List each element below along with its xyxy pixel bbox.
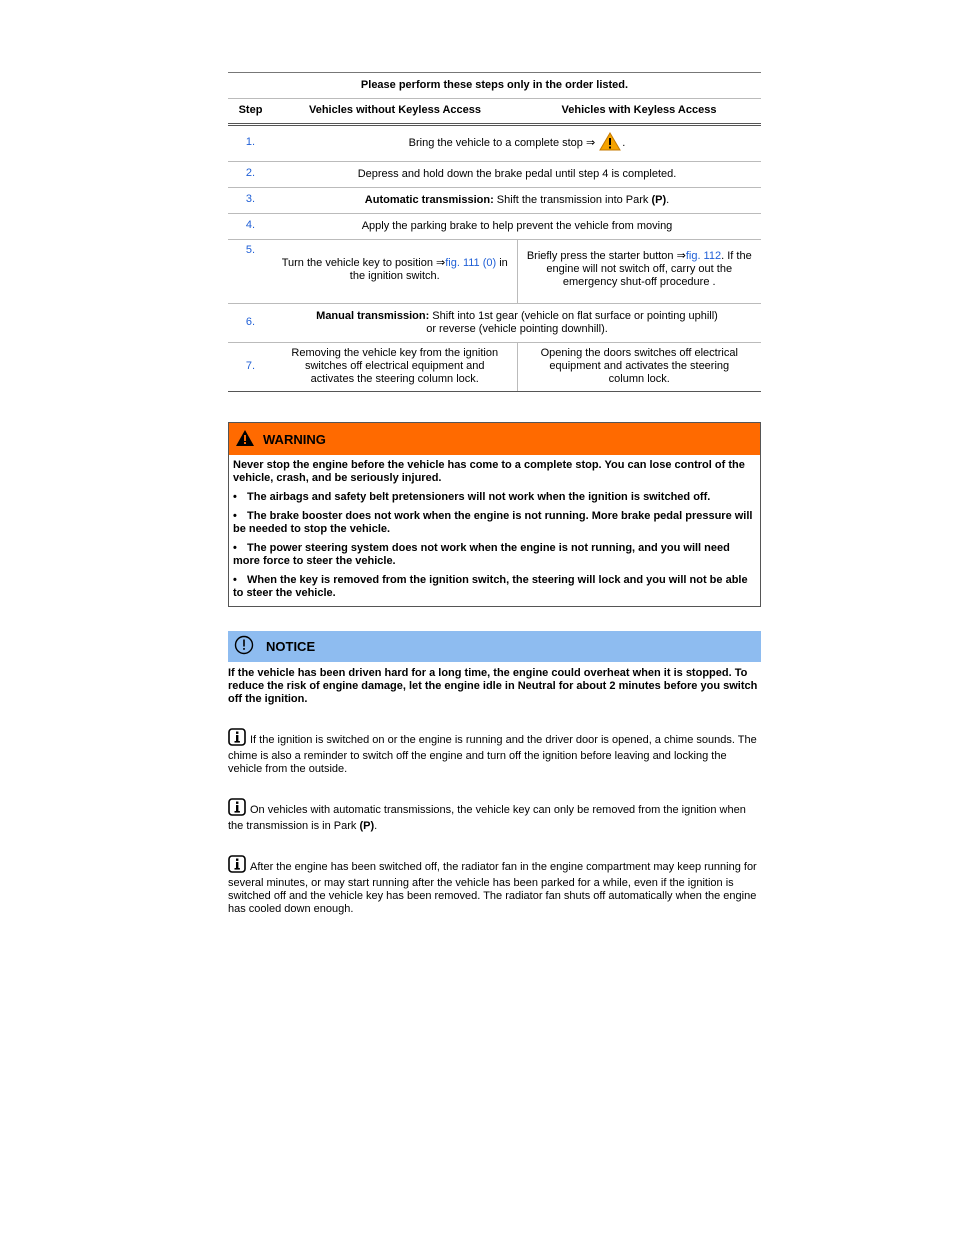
table-row (228, 343, 761, 392)
step-text-part: . (622, 137, 626, 149)
warning-bullet-text: When the key is removed from the ignition switch, the steering will lock and you will not be able to steer the vehicle. (233, 574, 748, 599)
header-with-keyless: Vehicles with Keyless Access (517, 99, 761, 125)
notice-text: If the vehicle has been driven hard for a long time, the engine could overheat when it is stopped. To reduce the risk of engine damage, let the engine idle in Neutral for about 2 minutes before you switch off the ignition. (228, 667, 758, 705)
header-without-keyless: Vehicles without Keyless Access (273, 99, 517, 125)
step-text (273, 125, 761, 162)
step-text-part: Shift the transmission into Park (493, 194, 652, 206)
bullet-glyph: • (233, 491, 237, 503)
info-note (228, 728, 761, 776)
step-number: 4. (228, 214, 273, 240)
notice-header (228, 631, 761, 662)
table-row (228, 240, 761, 304)
step-number: 1. (228, 125, 273, 162)
park-label: (P) (651, 194, 667, 206)
step-number: 3. (228, 188, 273, 214)
step-text-part: Shift into 1st gear (vehicle on flat surface or pointing uphill) or reverse (vehicle pointing downhill). (426, 310, 718, 335)
info-note (228, 855, 761, 916)
warning-header (229, 423, 760, 455)
warning-body (229, 455, 760, 606)
step-text (273, 188, 761, 214)
warning-box (228, 422, 761, 607)
warning-bullet-text: The power steering system does not work when the engine is not running, and you will need more force to steer the vehicle. (233, 542, 730, 567)
step-text-part: . If the engine will not switch off, carry out the emergency shut-off procedure . (546, 250, 752, 288)
bullet-glyph: • (233, 574, 237, 586)
info-note-text: After the engine has been switched off, the radiator fan in the engine compartment may keep running for several minutes, or may start running after the vehicle has been parked for a while, even if the ignition is switched off and the vehicle key has been removed. The radiator fan shuts off automatically when the engine has cooled down enough. (228, 861, 757, 915)
table-row (228, 125, 761, 162)
header-step: Step (228, 99, 273, 125)
table-row (228, 188, 761, 214)
info-note-text: On vehicles with automatic transmissions, the vehicle key can only be removed from the ignition when the transmission is in Park (228, 804, 746, 832)
warning-bullet (233, 491, 756, 504)
table-row (228, 304, 761, 343)
info-icon (228, 728, 246, 750)
warning-triangle-icon (235, 429, 263, 450)
step-number: 2. (228, 162, 273, 188)
info-icon (228, 855, 246, 877)
info-icon (228, 798, 246, 820)
step-text-with-keyless (517, 240, 761, 304)
step-text-part: in the ignition switch. (349, 256, 508, 282)
step-text: Depress and hold down the brake pedal until step 4 is completed. (273, 162, 761, 188)
step-text-with-keyless: Opening the doors switches off electrical equipment and activates the steering column lock. (517, 343, 761, 392)
notice-title: NOTICE (266, 639, 316, 654)
step-text-without-keyless: Removing the vehicle key from the ignition switches off electrical equipment and activates the steering column lock. (273, 343, 517, 392)
step-number: 6. (228, 304, 273, 343)
table-caption: Please perform these steps only in the order listed. (228, 73, 761, 99)
step-text: Apply the parking brake to help prevent the vehicle from moving (273, 214, 761, 240)
info-note (228, 798, 761, 833)
step-number: 5. (228, 240, 273, 304)
warning-intro: Never stop the engine before the vehicle has come to a complete stop. You can lose control of the vehicle, crash, and be seriously injured. (233, 459, 745, 484)
steps-table (228, 72, 761, 392)
page-content (228, 72, 761, 916)
bullet-glyph: • (233, 510, 237, 522)
step-text (273, 304, 761, 343)
step-label: Automatic transmission: (364, 194, 494, 206)
info-note-text: . (374, 820, 378, 832)
park-label: (P) (359, 820, 375, 832)
exclamation-circle-icon (234, 635, 266, 658)
step-text-part: . (666, 194, 670, 206)
table-row (228, 162, 761, 188)
warning-bullet (233, 510, 756, 536)
warning-bullet-text: The airbags and safety belt pretensioners will not work when the ignition is switched off. (247, 491, 711, 503)
table-row (228, 214, 761, 240)
step-text-part: Briefly press the starter button ⇒ (526, 250, 686, 262)
warning-bullet (233, 574, 756, 600)
warning-triangle-icon[interactable] (599, 132, 621, 155)
step-text-without-keyless (273, 240, 517, 304)
fig-111-link[interactable]: fig. 111 (0) (445, 256, 497, 269)
warning-title: WARNING (263, 431, 326, 447)
bullet-glyph: • (233, 542, 237, 554)
step-text-part: Turn the vehicle key to position ⇒ (281, 256, 446, 269)
warning-bullet-text: The brake booster does not work when the engine is not running. More brake pedal pressure will be needed to stop the vehicle. (233, 510, 753, 535)
warning-bullet (233, 542, 756, 568)
step-text-part: Bring the vehicle to a complete stop ⇒ (408, 137, 596, 149)
info-note-text: If the ignition is switched on or the engine is running and the driver door is opened, a chime sounds. The chime is also a reminder to switch off the engine and turn off the ignition before leaving and locking the vehicle from the outside. (228, 734, 757, 775)
step-label: Manual transmission: (316, 310, 430, 322)
step-number: 7. (228, 343, 273, 392)
fig-112-link[interactable]: fig. 112 (685, 250, 722, 262)
